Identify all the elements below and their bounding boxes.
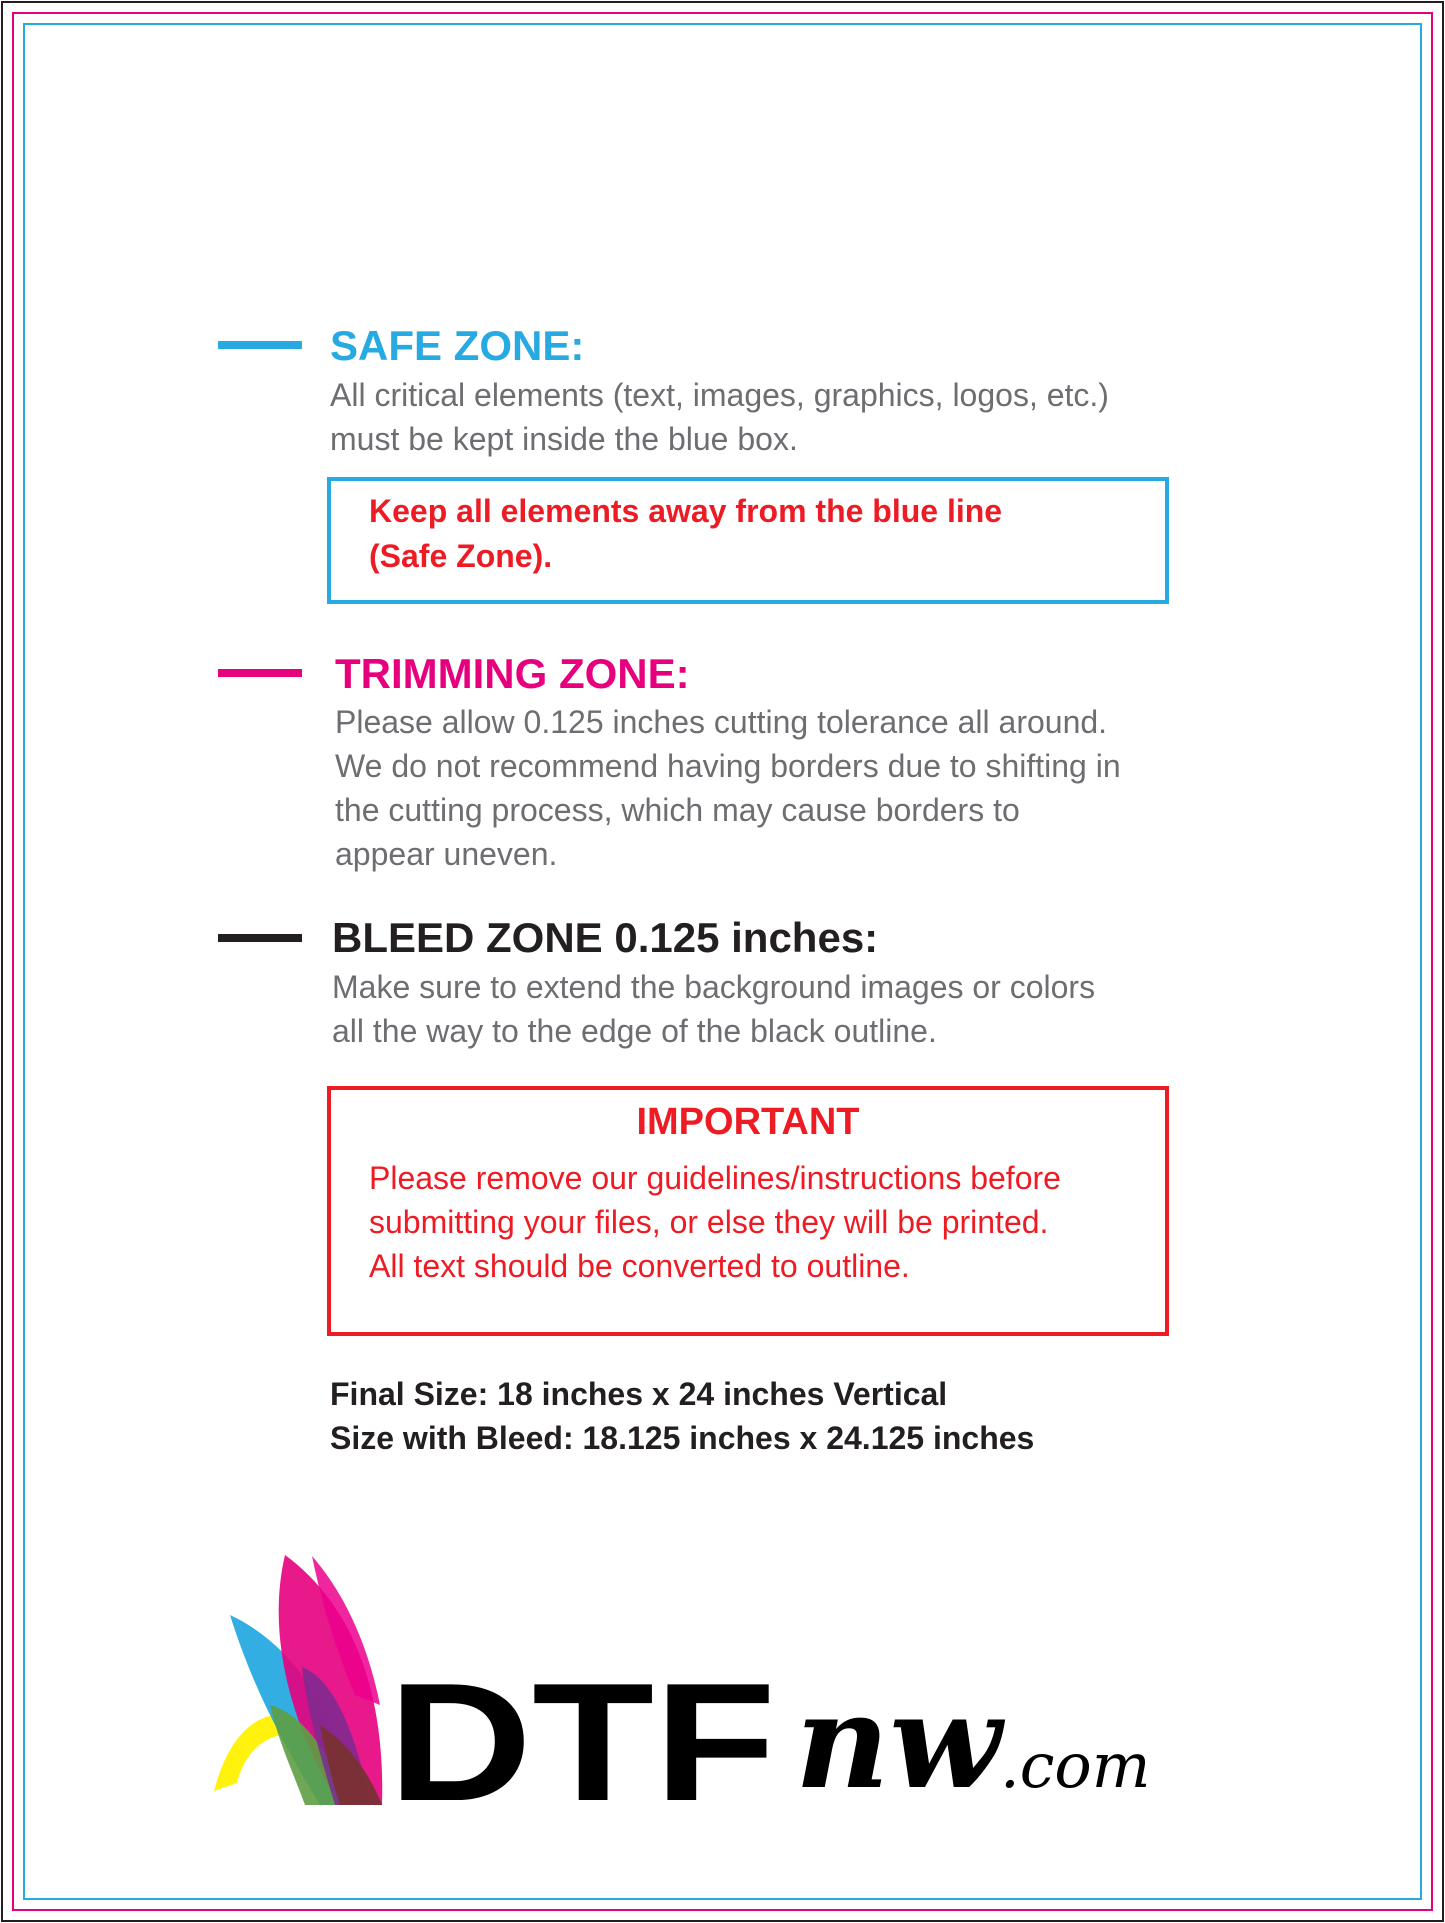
important-text <box>369 1156 1061 1288</box>
size-info <box>330 1372 1034 1460</box>
safe-zone-heading: SAFE ZONE: <box>330 322 585 369</box>
trimming-zone-description-line: appear uneven. <box>335 836 558 872</box>
dtfnw-logo-graphic <box>210 1555 1240 1815</box>
bleed-zone-heading: BLEED ZONE 0.125 inches: <box>332 914 879 961</box>
bleed-zone-legend-dash <box>218 934 302 942</box>
safe-zone-description-line: must be kept inside the blue box. <box>330 421 798 457</box>
important-title: IMPORTANT <box>636 1101 860 1143</box>
trimming-zone-description-line: the cutting process, which may cause borders to <box>335 792 1020 828</box>
safe-zone-notice-line: (Safe Zone). <box>369 538 553 574</box>
safe-zone-notice-line: Keep all elements away from the blue line <box>369 493 1003 529</box>
dtfnw-logo <box>210 1555 1240 1815</box>
important-line: All text should be converted to outline. <box>369 1248 910 1284</box>
important-line: Please remove our guidelines/instructions before <box>369 1160 1061 1196</box>
trimming-zone-legend-dash <box>218 669 302 677</box>
safe-zone-legend-dash <box>218 341 302 349</box>
trimming-zone-heading: TRIMMING ZONE: <box>335 650 690 697</box>
trimming-zone-description <box>335 700 1121 876</box>
bleed-zone-description <box>332 965 1095 1053</box>
trimming-zone-description-line: We do not recommend having borders due to shifting in <box>335 748 1121 784</box>
cmyk-petal-logo-icon <box>214 1555 382 1805</box>
important-line: submitting your files, or else they will be printed. <box>369 1204 1049 1240</box>
safe-zone-notice-box <box>327 477 1169 604</box>
logo-com-text: .com <box>1000 1729 1151 1802</box>
safe-zone-description <box>330 373 1109 461</box>
safe-zone-description-line: All critical elements (text, images, graphics, logos, etc.) <box>330 377 1109 413</box>
trimming-zone-description-line: Please allow 0.125 inches cutting tolerance all around. <box>335 704 1108 740</box>
logo-dtf-text: DTF <box>388 1648 776 1815</box>
logo-nw-text: nw <box>795 1665 1002 1815</box>
final-size: Final Size: 18 inches x 24 inches Vertical <box>330 1376 948 1412</box>
size-with-bleed: Size with Bleed: 18.125 inches x 24.125 inches <box>330 1420 1035 1456</box>
important-notice-box <box>327 1086 1169 1336</box>
bleed-zone-description-line: Make sure to extend the background images or colors <box>332 969 1096 1005</box>
safe-zone-notice <box>369 489 1002 579</box>
bleed-zone-description-line: all the way to the edge of the black outline. <box>332 1013 937 1049</box>
